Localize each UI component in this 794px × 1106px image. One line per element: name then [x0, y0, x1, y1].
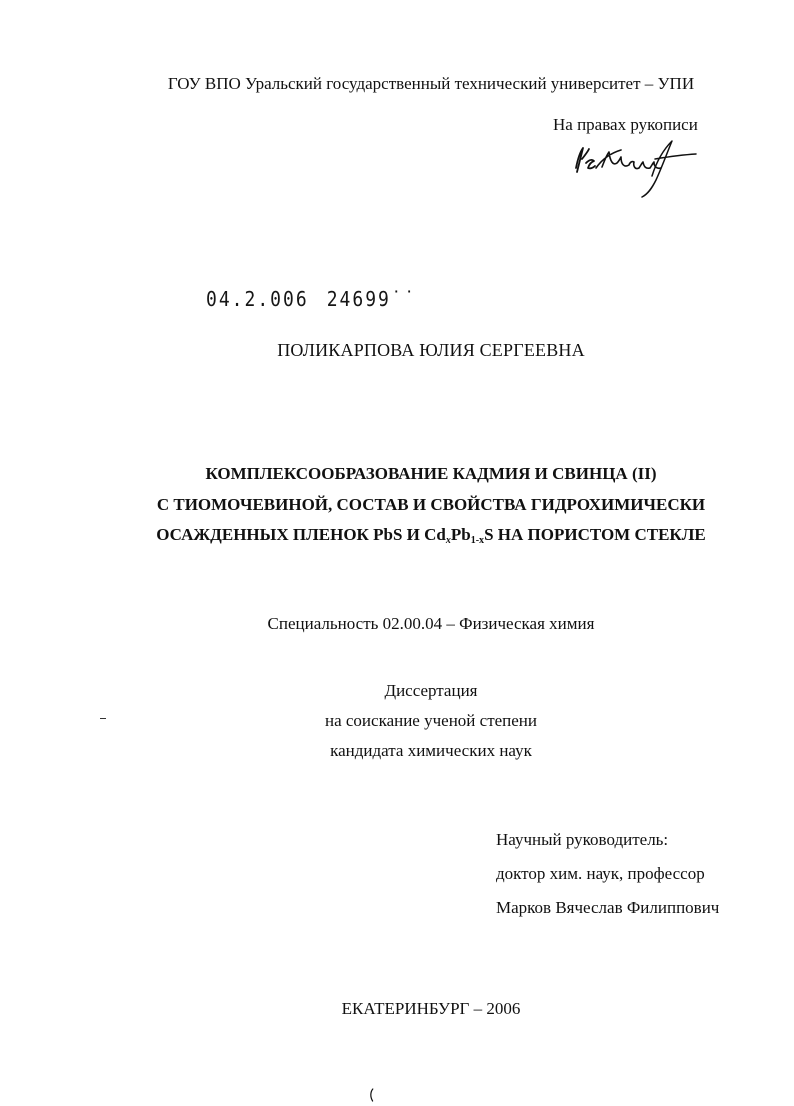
dissertation-degree-block [0, 676, 794, 766]
city-year: ЕКАТЕРИНБУРГ – 2006 [341, 999, 521, 1018]
degree-purpose: на соискание ученой степени [324, 711, 538, 730]
dissertation-label: Диссертация [384, 681, 478, 700]
stamp-date: 04.2.006 [206, 288, 309, 312]
dissertation-title [0, 459, 794, 551]
small-dash-mark [100, 718, 106, 719]
title-line-3-prefix: ОСАЖДЕННЫХ ПЛЕНОК PbS И Cd [156, 525, 446, 544]
bottom-paren-mark-icon [369, 1088, 374, 1102]
registration-stamp [206, 288, 417, 312]
university-name: ГОУ ВПО Уральский государственный технический университет – УПИ [167, 74, 695, 93]
degree-name: кандидата химических наук [330, 741, 532, 760]
advisor-title: доктор хим. наук, профессор [496, 864, 705, 883]
stamp-number-mark: ˙˙ [390, 288, 417, 312]
manuscript-rights-note: На правах рукописи [553, 115, 698, 134]
title-subscript-x: x [445, 535, 451, 546]
scientific-advisor-block [496, 823, 719, 925]
advisor-label: Научный руководитель: [496, 830, 669, 849]
title-lead-symbol: Pb [450, 525, 471, 544]
title-line-2: С ТИОМОЧЕВИНОЙ, СОСТАВ И СВОЙСТВА ГИДРОХИМИЧЕСКИ [156, 494, 706, 514]
author-name: ПОЛИКАРПОВА ЮЛИЯ СЕРГЕЕВНА [277, 340, 585, 360]
title-subscript-one-minus-x: 1-x [470, 535, 485, 546]
title-line-3 [0, 520, 794, 551]
specialty: Специальность 02.00.04 – Физическая химия [267, 614, 595, 633]
advisor-name: Марков Вячеслав Филиппович [496, 898, 720, 917]
title-line-3-suffix: S НА ПОРИСТОМ СТЕКЛЕ [484, 525, 706, 544]
handwritten-signature-icon [568, 134, 698, 198]
title-line-1: КОМПЛЕКСООБРАЗОВАНИЕ КАДМИЯ И СВИНЦА (II) [205, 464, 657, 483]
stamp-number: 24699 [326, 288, 391, 312]
